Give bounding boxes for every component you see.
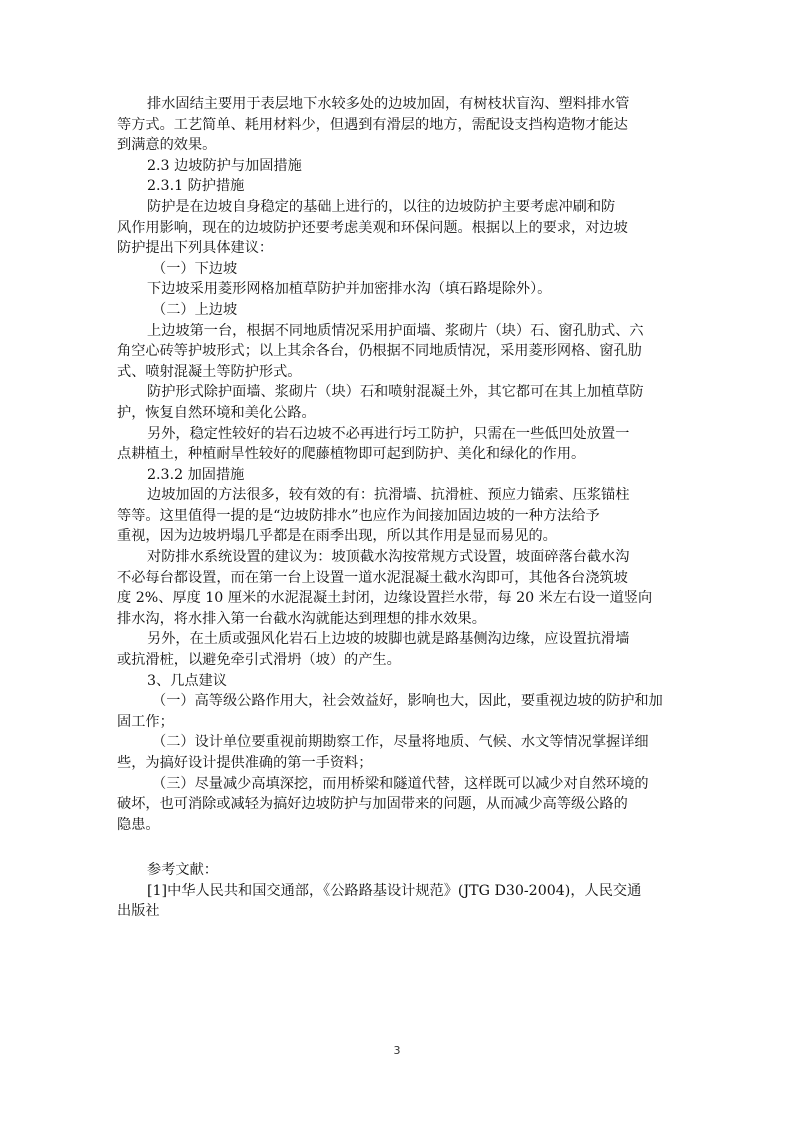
recommendation-line: 些，为搞好设计提供准确的第一手资料； bbox=[117, 755, 373, 771]
paragraph-line: 对防排水系统设置的建议为：坡顶截水沟按常规方式设置，坡面碎落台截水沟 bbox=[147, 549, 630, 566]
subsection-heading: 2.3.2 加固措施 bbox=[147, 466, 245, 483]
paragraph-line: 度 2%、厚度 10 厘米的水泥混凝土封闭，边缘设置拦水带，每 20 米左右设一道竖向 bbox=[117, 590, 653, 607]
paragraph-line: 不必每台都设置，而在第一台上设置一道水泥混凝土截水沟即可，其他各台浇筑坡 bbox=[117, 569, 628, 586]
recommendation-line: 固工作； bbox=[117, 713, 174, 730]
paragraph-line: 风作用影响，现在的边坡防护还要考虑美观和环保问题。根据以上的要求，对边坡 bbox=[117, 219, 628, 236]
paragraph-line: 重视，因为边坡坍塌几乎都是在雨季出现，所以其作用是显而易见的。 bbox=[117, 528, 557, 545]
recommendation-line: 破坏，也可消除或减轻为搞好边坡防护与加固带来的问题，从而减少高等级公路的 bbox=[117, 796, 628, 813]
section-heading: 2.3 边坡防护与加固措施 bbox=[147, 157, 302, 174]
recommendation-line: （三）尽量减少高填深挖，而用桥梁和隧道代替，这样既可以减少对自然环境的 bbox=[152, 775, 649, 792]
paragraph-line: 排水沟，将水排入第一台截水沟就能达到理想的排水效果。 bbox=[117, 610, 486, 627]
reference-entry: [1]中华人民共和国交通部，《公路路基设计规范》(JTG D30-2004)，人民交通 bbox=[147, 882, 642, 899]
paragraph-line: 角空心砖等护坡形式；以上其余各台，仍根据不同地质情况，采用菱形网格、窗孔肋 bbox=[117, 343, 642, 360]
paragraph-line: 边坡加固的方法很多，较有效的有：抗滑墙、抗滑桩、预应力锚索、压浆锚柱 bbox=[147, 487, 630, 504]
recommendation-line: （一）高等级公路作用大，社会效益好，影响也大，因此，要重视边坡的防护和加 bbox=[152, 693, 663, 710]
recommendation-line: （二）设计单位要重视前期勘察工作，尽量将地质、气候、水文等情况掌握详细 bbox=[152, 734, 649, 751]
paragraph-line: 等等。这里值得一提的是“边坡防排水”也应作为间接加固边坡的一种方法给予 bbox=[117, 507, 600, 524]
paragraph-line: 等方式。工艺简单、耗用材料少，但遇到有滑层的地方，需配设支挡构造物才能达 bbox=[117, 116, 628, 133]
paragraph-line: 上边坡第一台，根据不同地质情况采用护面墙、浆砌片（块）石、窗孔肋式、六 bbox=[147, 322, 644, 339]
paragraph-line: 点耕植土，种植耐旱性较好的爬藤植物即可起到防护、美化和绿化的作用。 bbox=[117, 446, 586, 463]
list-heading: （二）上边坡 bbox=[152, 301, 238, 318]
paragraph-line: 排水固结主要用于表层地下水较多处的边坡加固，有树枝状盲沟、塑料排水管 bbox=[147, 96, 630, 112]
paragraph-line: 另外，稳定性较好的岩石边坡不必再进行圬工防护，只需在一些低凹处放置一 bbox=[147, 425, 630, 442]
section-heading: 3、几点建议 bbox=[147, 672, 227, 689]
page-number: 3 bbox=[393, 1044, 401, 1057]
paragraph-line: 防护提出下列具体建议： bbox=[117, 240, 274, 257]
paragraph-line: 另外，在土质或强风化岩石上边坡的坡脚也就是路基侧沟边缘，应设置抗滑墙 bbox=[147, 631, 630, 648]
paragraph-line: 防护是在边坡自身稳定的基础上进行的，以往的边坡防护主要考虑冲刷和防 bbox=[147, 198, 616, 215]
paragraph-line: 护，恢复自然环境和美化公路。 bbox=[117, 404, 316, 421]
paragraph-line: 或抗滑桩，以避免牵引式滑坍（坡）的产生。 bbox=[117, 652, 401, 669]
subsection-heading: 2.3.1 防护措施 bbox=[147, 178, 245, 195]
paragraph-line: 式、喷射混凝土等防护形式。 bbox=[117, 363, 302, 380]
body-text bbox=[117, 94, 685, 835]
references-title: 参考文献： bbox=[147, 862, 218, 878]
paragraph-line: 下边坡采用菱形网格加植草防护并加密排水沟（填石路堤除外）。 bbox=[147, 281, 552, 298]
recommendation-line: 隐患。 bbox=[117, 816, 160, 833]
references bbox=[117, 860, 685, 922]
paragraph-line: 防护形式除护面墙、浆砌片（块）石和喷射混凝土外，其它都可在其上加植草防 bbox=[147, 384, 644, 401]
reference-entry: 出版社 bbox=[117, 903, 160, 920]
paragraph-line: 到满意的效果。 bbox=[117, 137, 217, 154]
list-heading: （一）下边坡 bbox=[152, 260, 238, 277]
